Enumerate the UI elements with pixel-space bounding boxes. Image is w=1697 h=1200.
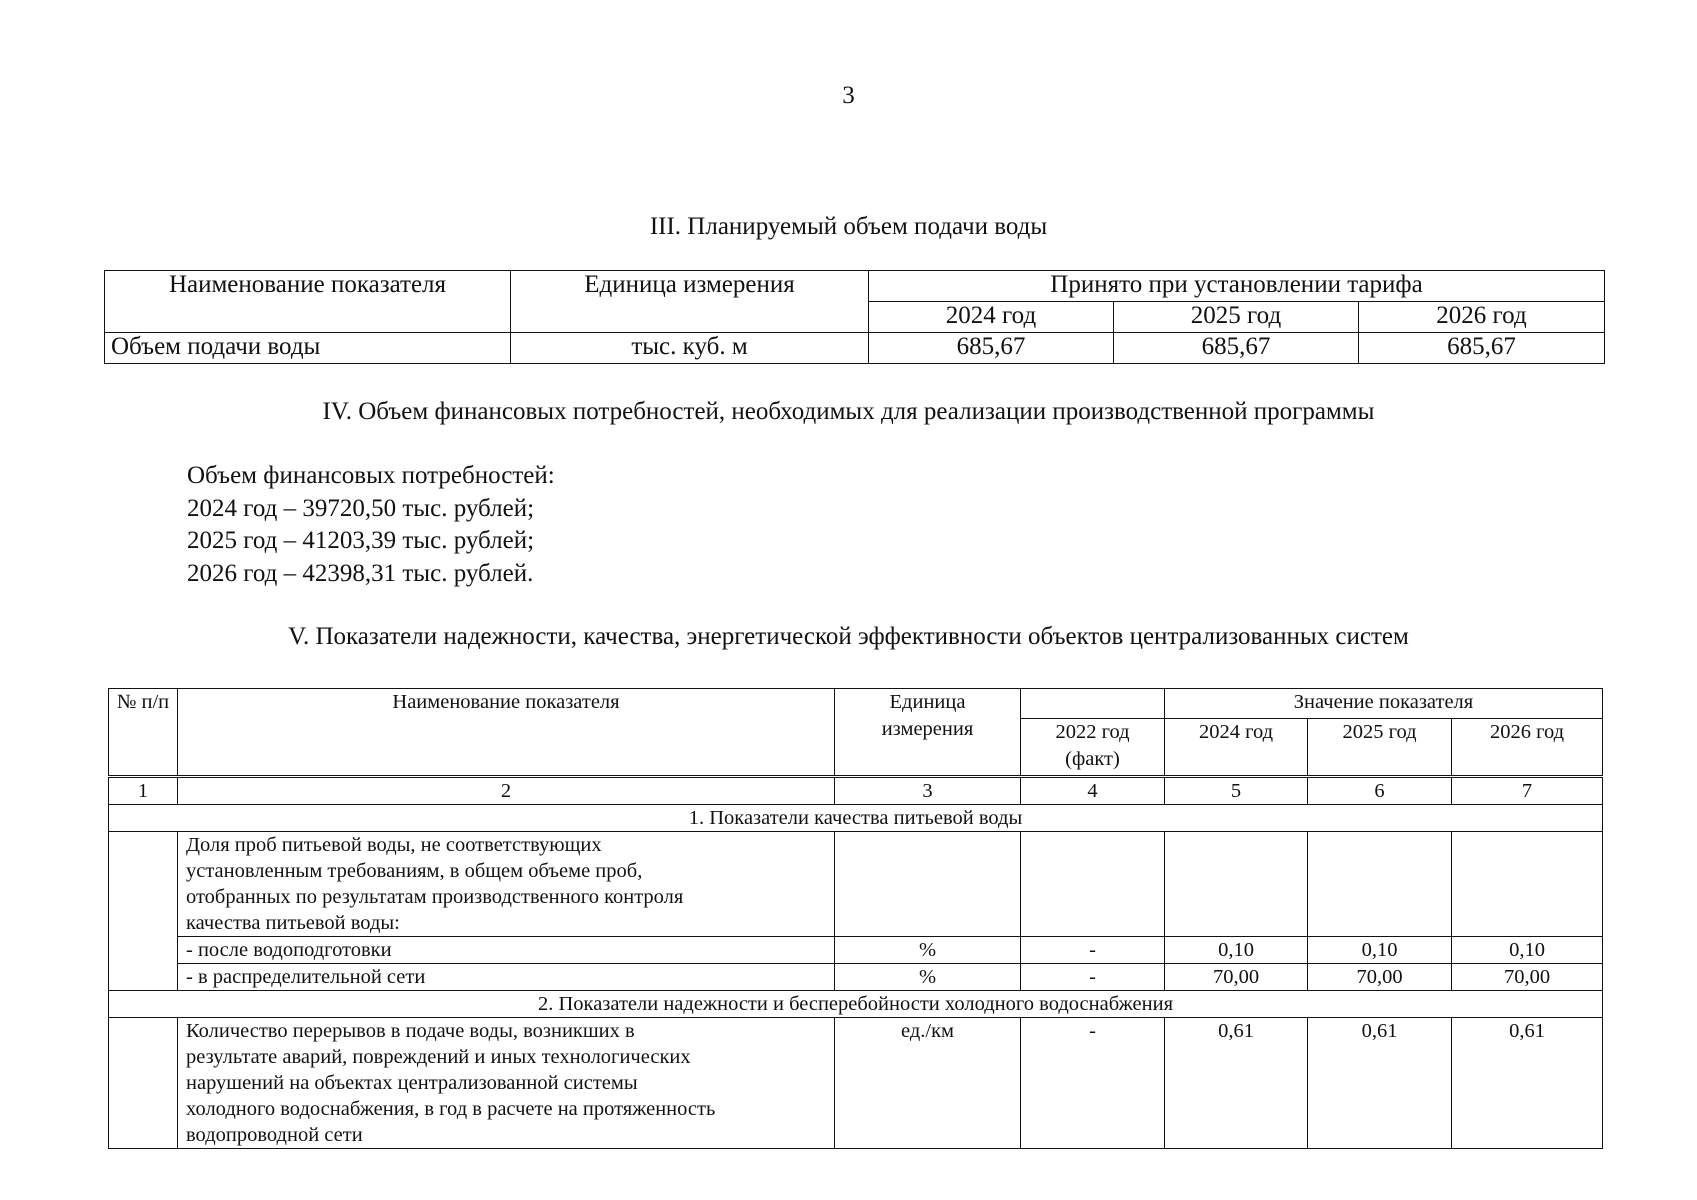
water-supply-table [104, 270, 1605, 364]
row-unit: % [835, 964, 1021, 991]
group1-desc-line-4: качества питьевой воды: [186, 912, 400, 934]
row-fact: - [1021, 937, 1165, 964]
row-value-2025: 0,10 [1308, 937, 1452, 964]
group2-description [178, 1018, 835, 1149]
indicators-table [108, 688, 1603, 1149]
row-value-2026: 0,10 [1452, 937, 1603, 964]
group2-desc-line-2: результате аварий, повреждений и иных технологических [186, 1046, 691, 1068]
header-indicator-name: Наименование показателя [178, 689, 835, 777]
header-blank [1021, 689, 1165, 719]
section4-title: IV. Объем финансовых потребностей, необходимых для реализации производственной программы [322, 398, 1375, 425]
group2-value-2024: 0,61 [1165, 1018, 1308, 1149]
group2-desc-line-3: нарушений на объектах централизованной системы [186, 1072, 638, 1094]
group1-description [178, 832, 835, 937]
group1-num-cell [109, 832, 178, 991]
col-index-4: 4 [1021, 777, 1165, 805]
header-2022-fact: 2022 год (факт) [1021, 719, 1165, 777]
row-value-2026: 685,67 [1359, 333, 1605, 364]
group2-unit: ед./км [835, 1018, 1021, 1149]
empty-cell [1452, 832, 1603, 937]
table-row [109, 964, 1603, 991]
group2-desc-line-5: водопроводной сети [186, 1124, 363, 1146]
header-num: № п/п [109, 689, 178, 777]
row-name: Объем подачи воды [105, 333, 511, 364]
header-tariff-group: Принято при установлении тарифа [869, 271, 1605, 302]
col-index-7: 7 [1452, 777, 1603, 805]
col-index-5: 5 [1165, 777, 1308, 805]
header-2026: 2026 год [1452, 719, 1603, 777]
empty-cell [1165, 832, 1308, 937]
row-name: - после водоподготовки [178, 937, 835, 964]
header-unit: Единица измерения [835, 689, 1021, 777]
row-value-2024: 685,67 [869, 333, 1114, 364]
header-year-2024: 2024 год [869, 302, 1114, 333]
row-value-2025: 70,00 [1308, 964, 1452, 991]
col-index-1: 1 [109, 777, 178, 805]
financial-needs-2025: 2025 год – 41203,39 тыс. рублей; [187, 527, 535, 554]
header-2025: 2025 год [1308, 719, 1452, 777]
row-fact: - [1021, 964, 1165, 991]
col-index-2: 2 [178, 777, 835, 805]
group1-desc-line-2: установленным требованиям, в общем объеме проб, [186, 860, 643, 882]
col-index-6: 6 [1308, 777, 1452, 805]
header-year-2025: 2025 год [1114, 302, 1359, 333]
header-2024: 2024 год [1165, 719, 1308, 777]
group2-desc-line-4: холодного водоснабжения, в год в расчете на протяженность [186, 1098, 716, 1120]
group2-desc-line-1: Количество перерывов в подаче воды, возникших в [186, 1020, 635, 1042]
group2-fact: - [1021, 1018, 1165, 1149]
table-row [105, 333, 1605, 364]
table-row [109, 937, 1603, 964]
header-unit: Единица измерения [511, 271, 869, 333]
header-indicator-name: Наименование показателя [105, 271, 511, 333]
group2-num-cell [109, 1018, 178, 1149]
row-value-2025: 685,67 [1114, 333, 1359, 364]
empty-cell [1308, 832, 1452, 937]
group2-title: 2. Показатели надежности и бесперебойности холодного водоснабжения [109, 991, 1603, 1018]
empty-cell [835, 832, 1021, 937]
financial-needs-2026: 2026 год – 42398,31 тыс. рублей. [187, 559, 534, 587]
table-row [109, 1018, 1603, 1149]
col-index-3: 3 [835, 777, 1021, 805]
group2-value-2026: 0,61 [1452, 1018, 1603, 1149]
section3-title: III. Планируемый объем подачи воды [649, 213, 1048, 240]
group1-desc-line-1: Доля проб питьевой воды, не соответствующих [186, 834, 602, 856]
financial-needs-block [187, 460, 555, 590]
section5-title: V. Показатели надежности, качества, энергетической эффективности объектов централизованных систем [288, 623, 1409, 650]
row-value-2024: 70,00 [1165, 964, 1308, 991]
empty-cell [1021, 832, 1165, 937]
row-name: - в распределительной сети [178, 964, 835, 991]
group1-title: 1. Показатели качества питьевой воды [109, 805, 1603, 832]
group1-desc-line-3: отобранных по результатам производственного контроля [186, 886, 684, 908]
financial-needs-2024: 2024 год – 39720,50 тыс. рублей; [187, 494, 535, 522]
financial-needs-label: Объем финансовых потребностей: [187, 462, 555, 489]
row-unit: тыс. куб. м [511, 333, 869, 364]
row-value-2024: 0,10 [1165, 937, 1308, 964]
row-unit: % [835, 937, 1021, 964]
row-value-2026: 70,00 [1452, 964, 1603, 991]
header-year-2026: 2026 год [1359, 302, 1605, 333]
page-number: 3 [842, 82, 855, 109]
header-value-group: Значение показателя [1165, 689, 1603, 719]
group2-value-2025: 0,61 [1308, 1018, 1452, 1149]
